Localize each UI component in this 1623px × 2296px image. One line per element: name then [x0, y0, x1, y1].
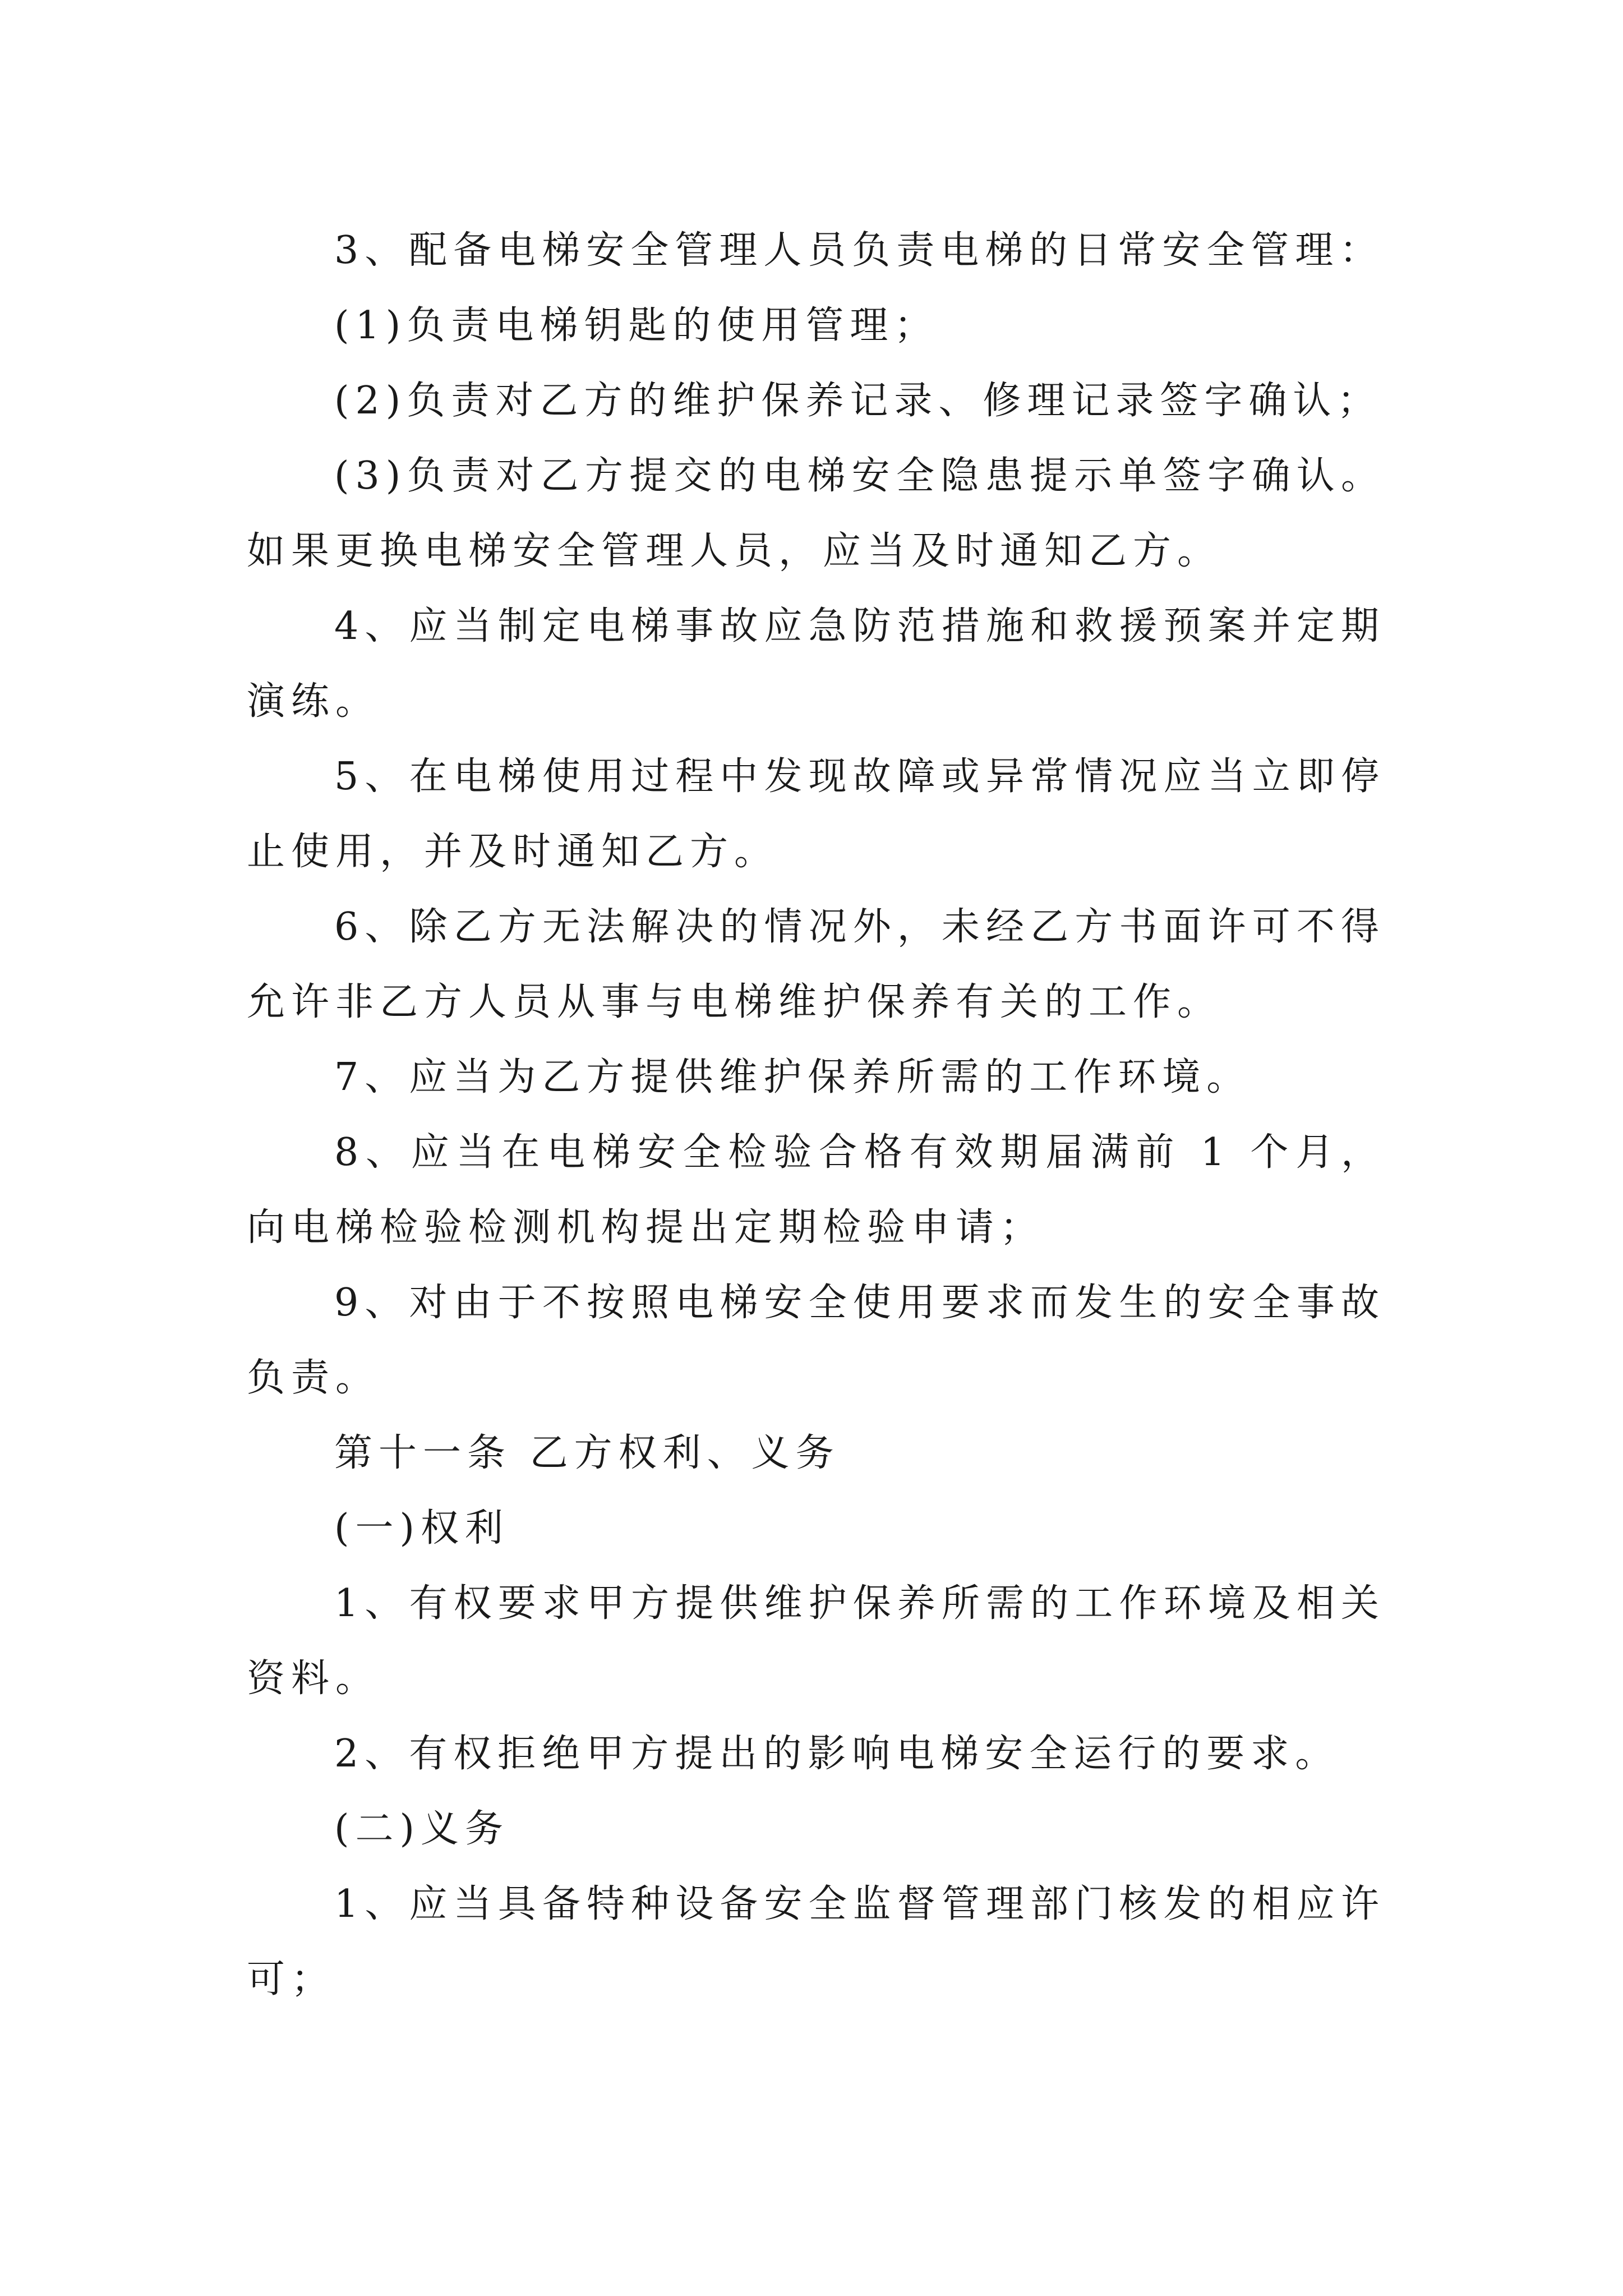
- document-body: [247, 213, 1385, 2017]
- section-rights-heading: (一)权利: [334, 1506, 510, 1550]
- paragraph-duty-3-item-3: (3)负责对乙方提交的电梯安全隐患提示单签字确认。如果更换电梯安全管理人员，应当及时通知乙方。: [247, 454, 1385, 573]
- paragraph-duty-6: 6、除乙方无法解决的情况外，未经乙方书面许可不得允许非乙方人员从事与电梯维护保养有关的工作。: [247, 905, 1385, 1024]
- article-heading: 第十一条 乙方权利、义务: [334, 1431, 840, 1475]
- paragraph-duty-7: 7、应当为乙方提供维护保养所需的工作环境。: [334, 1055, 1251, 1099]
- paragraph-obligation-1: 1、应当具备特种设备安全监督管理部门核发的相应许可；: [247, 1882, 1385, 2001]
- section-obligations-heading: (二)义务: [334, 1807, 510, 1851]
- paragraph-duty-3-item-2: (2)负责对乙方的维护保养记录、修理记录签字确认；: [334, 379, 1382, 423]
- paragraph-right-1: 1、有权要求甲方提供维护保养所需的工作环境及相关资料。: [247, 1581, 1385, 1701]
- paragraph-duty-8: 8、应当在电梯安全检验合格有效期届满前 1 个月，向电梯检验检测机构提出定期检验申请；: [247, 1130, 1385, 1250]
- paragraph-duty-3-item-1: (1)负责电梯钥匙的使用管理；: [334, 303, 939, 348]
- paragraph-duty-9: 9、对由于不按照电梯安全使用要求而发生的安全事故负责。: [247, 1281, 1385, 1400]
- paragraph-duty-3: 3、配备电梯安全管理人员负责电梯的日常安全管理：: [334, 228, 1384, 273]
- paragraph-duty-5: 5、在电梯使用过程中发现故障或异常情况应当立即停止使用，并及时通知乙方。: [247, 754, 1385, 874]
- paragraph-duty-4: 4、应当制定电梯事故应急防范措施和救援预案并定期演练。: [247, 604, 1385, 724]
- paragraph-right-2: 2、有权拒绝甲方提出的影响电梯安全运行的要求。: [334, 1732, 1340, 1776]
